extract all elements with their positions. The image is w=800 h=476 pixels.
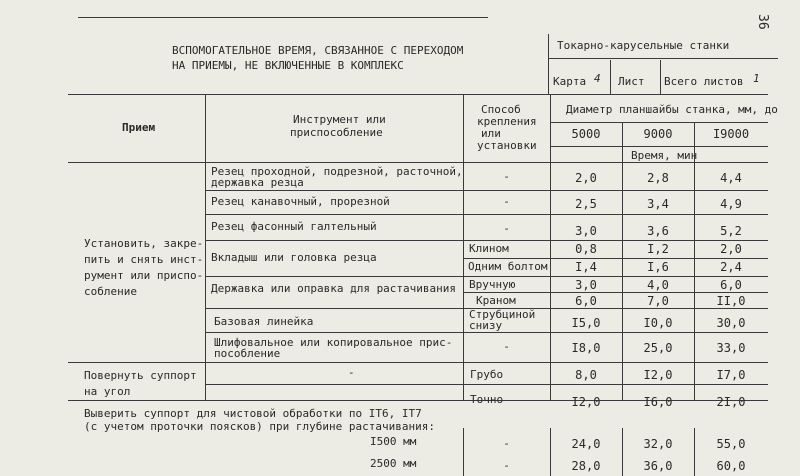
column-header-d2: 9000 xyxy=(643,127,673,141)
method-cell: Грубо xyxy=(470,368,504,381)
rule xyxy=(205,94,206,400)
section-text: (с учетом проточки поясков) при глубине растачивания: xyxy=(84,420,435,433)
value-cell: 3,6 xyxy=(647,224,669,238)
column-header-d1: 5000 xyxy=(571,127,601,141)
method-cell: - xyxy=(503,340,510,353)
column-header-tool-line1: Инструмент или xyxy=(293,113,386,126)
method-cell: снизу xyxy=(469,319,503,332)
rule xyxy=(548,34,549,94)
group-text: на угол xyxy=(84,385,131,398)
method-cell: - xyxy=(503,437,510,450)
tool-cell: Шлифовальное или копировальное прис- xyxy=(214,336,453,349)
value-cell: I2,0 xyxy=(643,368,673,382)
total-sheets-label: Всего листов xyxy=(664,75,744,88)
value-cell: 7,0 xyxy=(647,294,669,308)
column-header-method-line4: установки xyxy=(477,139,537,152)
value-cell: 2,8 xyxy=(647,171,669,185)
value-cell: I2,0 xyxy=(571,395,601,409)
value-cell: I,2 xyxy=(647,242,669,256)
rule xyxy=(205,384,768,385)
rule xyxy=(205,240,768,241)
value-cell: I5,0 xyxy=(571,316,601,330)
group-text: собление xyxy=(84,285,137,298)
machine-type: Токарно-карусельные станки xyxy=(557,39,730,52)
value-cell: 32,0 xyxy=(643,437,673,451)
rule xyxy=(463,258,768,259)
top-rule xyxy=(78,17,488,18)
column-header-tool-line2: приспособление xyxy=(290,126,383,139)
rule xyxy=(68,94,768,95)
value-cell: 55,0 xyxy=(716,437,746,451)
tool-cell: Вкладыш или головка резца xyxy=(211,251,377,264)
column-header-priem: Прием xyxy=(122,121,156,134)
rule xyxy=(463,292,768,293)
rule xyxy=(205,332,768,333)
group-text: Установить, закре- xyxy=(84,237,204,250)
card-number: 4 xyxy=(594,72,601,85)
depth-cell: I500 мм xyxy=(370,435,417,448)
value-cell: I8,0 xyxy=(571,341,601,355)
value-cell: 30,0 xyxy=(716,316,746,330)
total-sheets-number: 1 xyxy=(753,72,760,85)
method-cell: Клином xyxy=(469,242,509,255)
section-text: Выверить суппорт для чистовой обработки по IT6, IT7 xyxy=(84,407,422,420)
tool-cell: Резец фасонный галтельный xyxy=(211,220,377,233)
tool-cell: пособление xyxy=(214,347,281,360)
column-header-time: Время, мин xyxy=(631,149,698,162)
value-cell: II,0 xyxy=(716,294,746,308)
value-cell: 33,0 xyxy=(716,341,746,355)
value-cell: I6,0 xyxy=(643,395,673,409)
method-cell: Краном xyxy=(476,294,516,307)
group-text: пить и снять инст- xyxy=(84,253,204,266)
value-cell: 4,9 xyxy=(720,197,742,211)
value-cell: 28,0 xyxy=(571,459,601,473)
rule xyxy=(548,58,778,59)
column-header-method-line1: Способ xyxy=(481,103,521,116)
method-cell: - xyxy=(503,170,510,183)
value-cell: 2,4 xyxy=(720,260,742,274)
rule xyxy=(205,214,768,215)
rule xyxy=(463,94,464,400)
rule xyxy=(205,276,768,277)
page-number: 36 xyxy=(755,14,770,30)
value-cell: 4,0 xyxy=(647,278,669,292)
tool-cell: Базовая линейка xyxy=(214,315,314,328)
method-cell: - xyxy=(503,459,510,472)
depth-cell: 2500 мм xyxy=(370,457,417,470)
tool-cell: Резец канавочный, прорезной xyxy=(211,195,390,208)
group-text: Повернуть суппорт xyxy=(84,369,197,382)
value-cell: 24,0 xyxy=(571,437,601,451)
value-cell: I7,0 xyxy=(716,368,746,382)
group-rotate-tool: - xyxy=(348,366,355,379)
rule xyxy=(68,162,768,163)
method-cell: Одним болтом xyxy=(468,260,548,273)
rule xyxy=(68,362,768,363)
value-cell: I0,0 xyxy=(643,316,673,330)
value-cell: 2,0 xyxy=(575,171,597,185)
rule xyxy=(205,190,768,191)
page-title-line1: ВСПОМОГАТЕЛЬНОЕ ВРЕМЯ, СВЯЗАННОЕ С ПЕРЕХОДОМ xyxy=(172,44,464,57)
column-header-method-line2: крепления xyxy=(477,115,537,128)
tool-cell: Резец проходной, подрезной, расточной, xyxy=(211,165,463,178)
value-cell: 6,0 xyxy=(575,294,597,308)
method-cell: - xyxy=(503,195,510,208)
value-cell: I,6 xyxy=(647,260,669,274)
value-cell: 0,8 xyxy=(575,242,597,256)
tool-cell: державка резца xyxy=(211,176,304,189)
method-cell: Точно xyxy=(470,393,504,406)
column-header-method-line3: или xyxy=(481,127,501,140)
method-cell: - xyxy=(503,222,510,235)
method-cell: Вручную xyxy=(469,278,516,291)
tool-cell: Державка или оправка для растачивания xyxy=(211,282,457,295)
value-cell: 3,0 xyxy=(575,224,597,238)
value-cell: I,4 xyxy=(575,260,597,274)
group-text: румент или приспо- xyxy=(84,269,204,282)
value-cell: 2I,0 xyxy=(716,395,746,409)
value-cell: 5,2 xyxy=(720,224,742,238)
value-cell: 3,4 xyxy=(647,197,669,211)
column-header-d3: I9000 xyxy=(712,127,750,141)
value-cell: 8,0 xyxy=(575,368,597,382)
value-cell: 3,0 xyxy=(575,278,597,292)
value-cell: 2,0 xyxy=(720,242,742,256)
method-cell: Струбциной xyxy=(469,308,536,321)
value-cell: 6,0 xyxy=(720,278,742,292)
value-cell: 4,4 xyxy=(720,171,742,185)
value-cell: 36,0 xyxy=(643,459,673,473)
rule xyxy=(660,60,661,94)
rule xyxy=(610,60,611,94)
column-header-diameter: Диаметр планшайбы станка, мм, до xyxy=(566,103,778,116)
page-title-line2: НА ПРИЕМЫ, НЕ ВКЛЮЧЕННЫЕ В КОМПЛЕКС xyxy=(172,59,404,72)
sheet-label: Лист xyxy=(618,75,645,88)
value-cell: 2,5 xyxy=(575,197,597,211)
rule xyxy=(550,122,768,123)
value-cell: 25,0 xyxy=(643,341,673,355)
card-label: Карта xyxy=(553,75,587,88)
value-cell: 60,0 xyxy=(716,459,746,473)
rule xyxy=(550,146,768,147)
